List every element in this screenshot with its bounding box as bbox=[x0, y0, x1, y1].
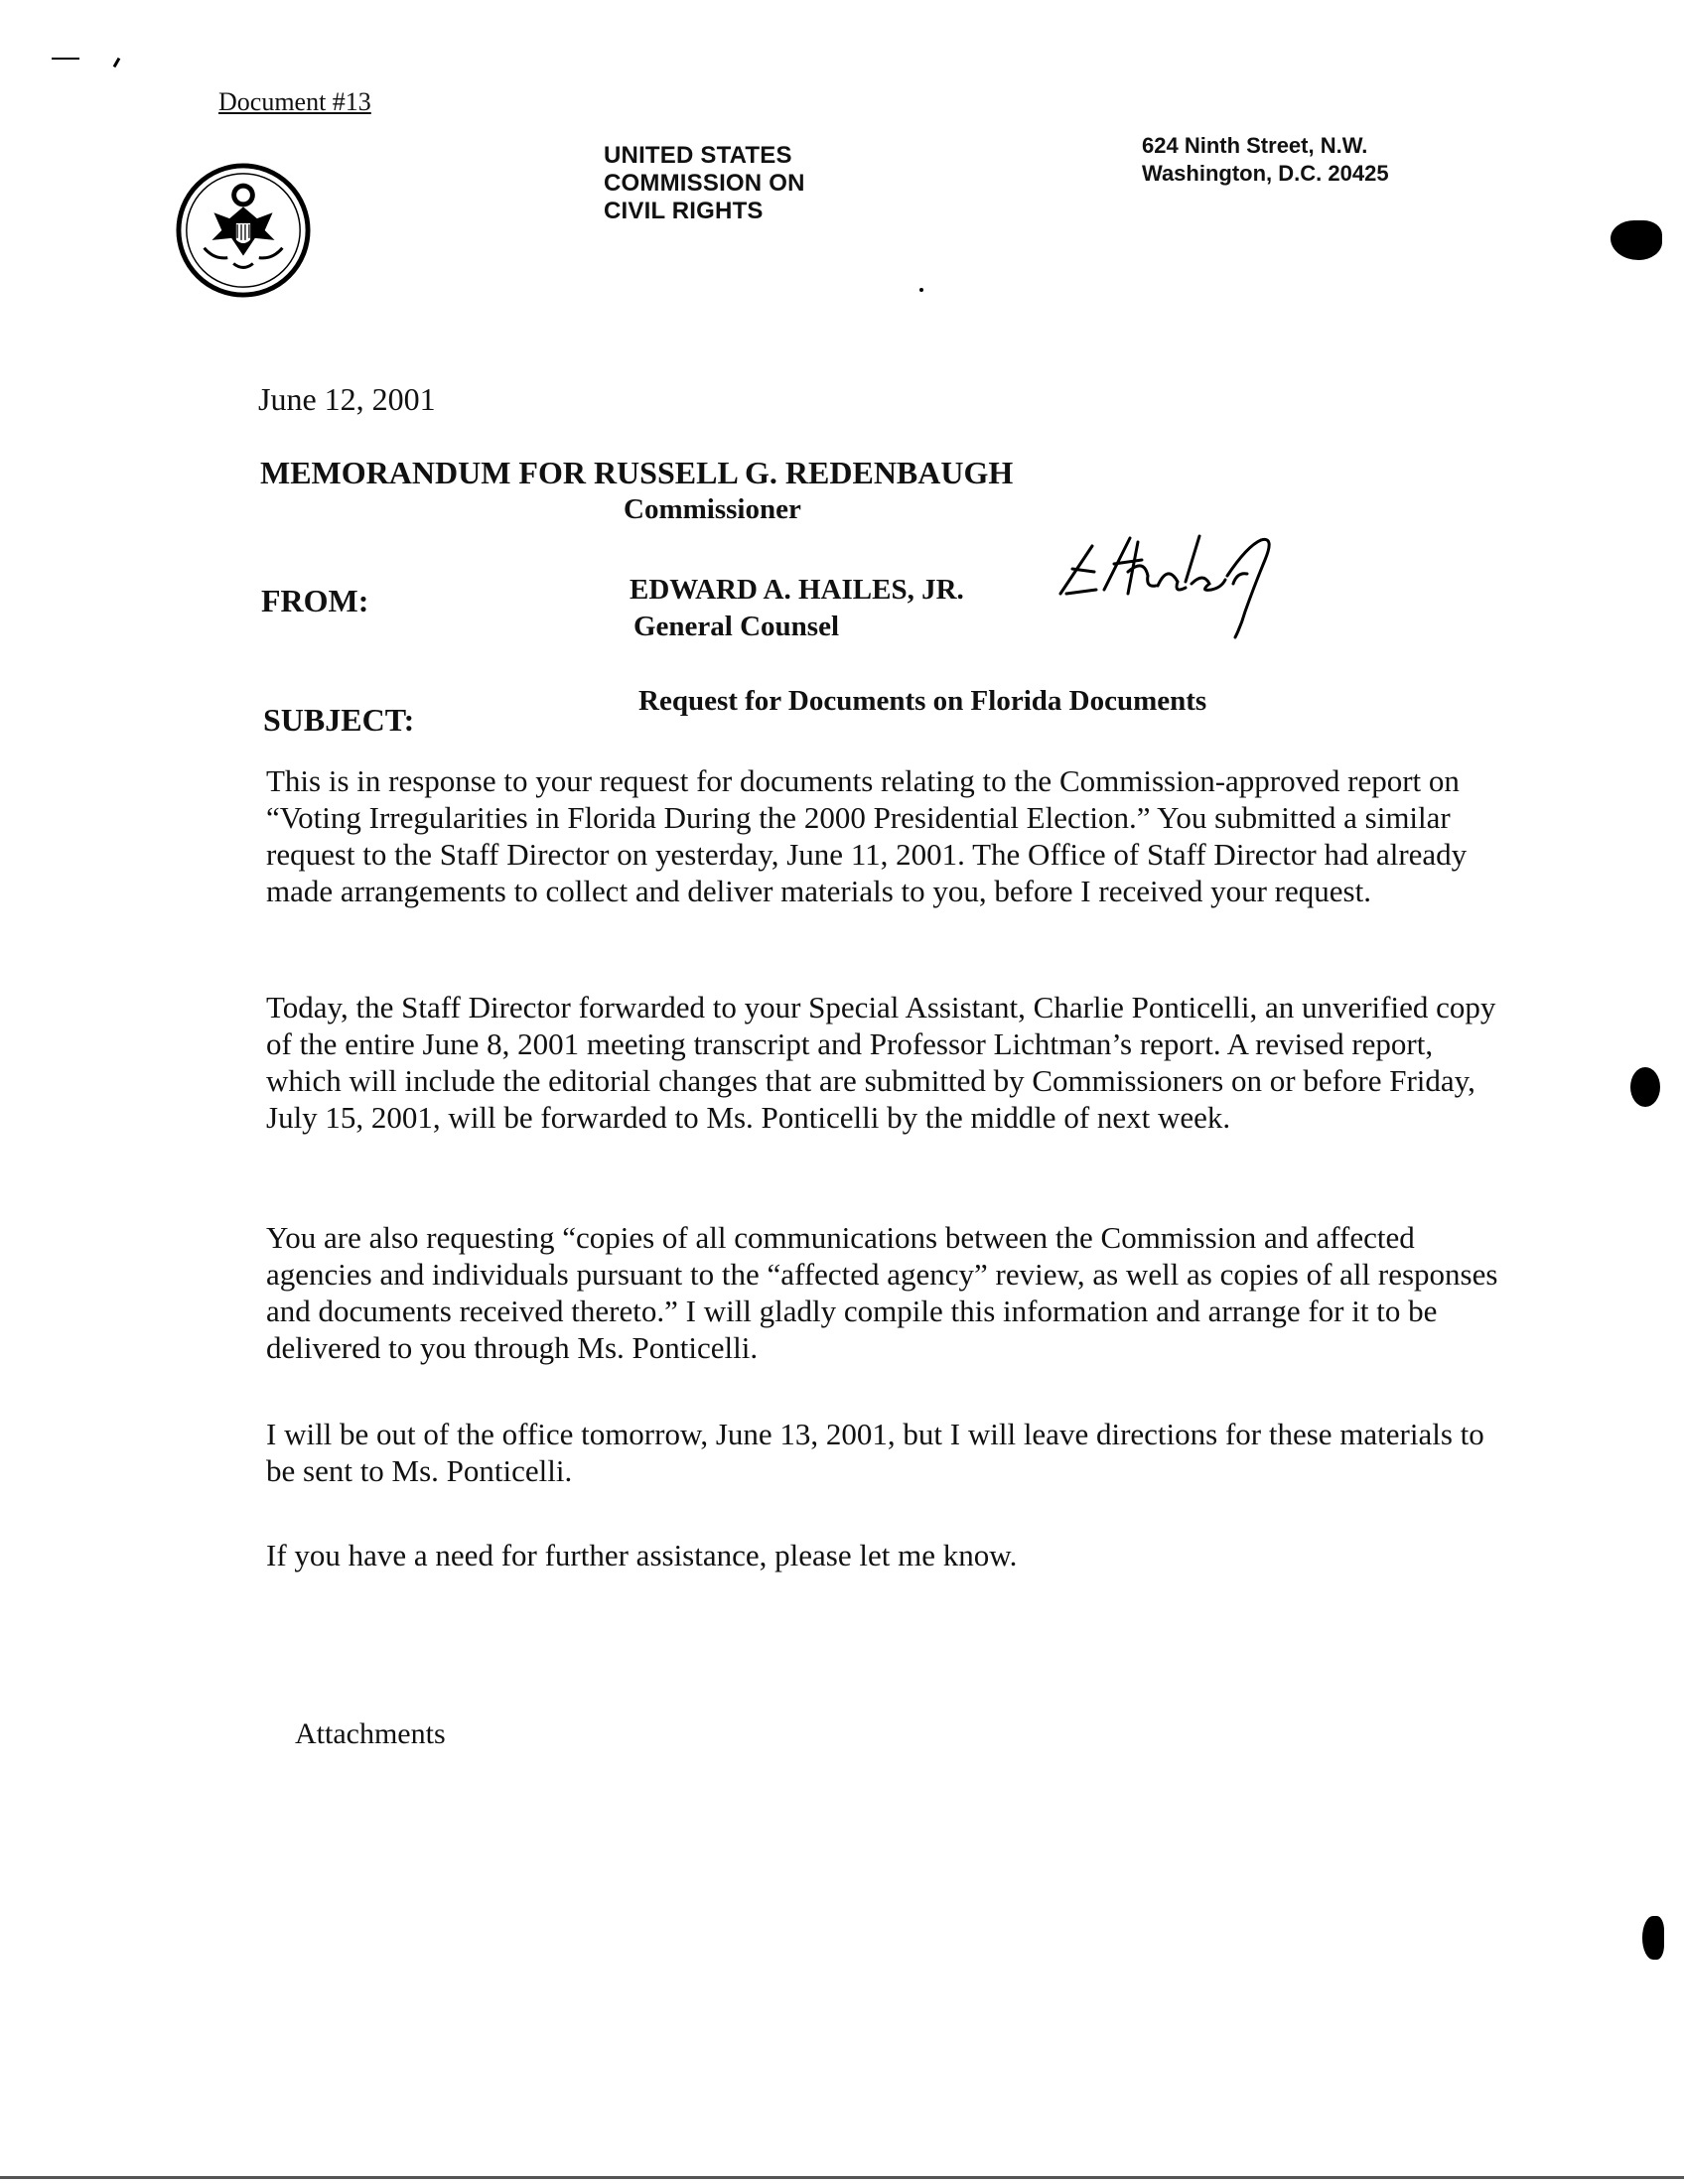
body-paragraph: This is in response to your request for documents relating to the Commission-approved report on “Voting Irregularities in Florida During the 2000 Presidential Election.” You submitted a similar request to the Staff Director on yesterday, June 11, 2001. The Office of Staff Director had already made arrangements to collect and deliver materials to you, before I received your request. bbox=[266, 763, 1468, 908]
punch-hole-mark bbox=[1630, 1067, 1660, 1107]
sender-title: General Counsel bbox=[633, 611, 840, 642]
from-label: FROM: bbox=[261, 583, 369, 618]
subject-label: SUBJECT: bbox=[263, 702, 415, 738]
body-paragraph: I will be out of the office tomorrow, June 13, 2001, but I will leave directions for these materials to be sent to Ms. Ponticelli. bbox=[266, 1417, 1484, 1488]
agency-address bbox=[1142, 132, 1389, 188]
scan-mark bbox=[52, 58, 79, 60]
address-line: Washington, D.C. 20425 bbox=[1142, 161, 1389, 186]
scan-mark bbox=[919, 288, 923, 292]
memo-recipient: MEMORANDUM FOR RUSSELL G. REDENBAUGH bbox=[260, 455, 1014, 490]
seal-icon bbox=[175, 162, 312, 299]
agency-line: CIVIL RIGHTS bbox=[604, 198, 764, 224]
address-line: 624 Ninth Street, N.W. bbox=[1142, 133, 1368, 158]
body-paragraph: You are also requesting “copies of all communications between the Commission and affected agencies and individuals pursuant to the “affected agency” review, as well as copies of all responses and documents received thereto.” I will gladly compile this information and arrange for it to be delivered to you through Ms. Ponticelli. bbox=[266, 1220, 1498, 1365]
memo-date: June 12, 2001 bbox=[258, 381, 436, 417]
attachments-label: Attachments bbox=[295, 1717, 446, 1750]
page-bottom-line bbox=[0, 2176, 1684, 2179]
recipient-title: Commissioner bbox=[624, 493, 801, 525]
agency-name bbox=[604, 142, 805, 225]
agency-line: COMMISSION ON bbox=[604, 170, 805, 197]
subject-text: Request for Documents on Florida Documents bbox=[638, 685, 1207, 717]
sender-name: EDWARD A. HAILES, JR. bbox=[630, 574, 964, 606]
document-number: Document #13 bbox=[218, 87, 371, 116]
body-paragraph: If you have a need for further assistance, please let me know. bbox=[266, 1538, 1018, 1572]
handwritten-signature bbox=[1052, 524, 1291, 643]
scan-mark bbox=[113, 58, 121, 68]
agency-line: UNITED STATES bbox=[604, 142, 792, 169]
punch-hole-mark bbox=[1642, 1916, 1664, 1960]
body-paragraph: Today, the Staff Director forwarded to your Special Assistant, Charlie Ponticelli, an unverified copy of the entire June 8, 2001 meeting transcript and Professor Lichtman’s report. A revised report, which will include the editorial changes that are submitted by Commissioners on or before Friday, July 15, 2001, will be forwarded to Ms. Ponticelli by the middle of next week. bbox=[266, 990, 1496, 1135]
punch-hole-mark bbox=[1611, 220, 1662, 260]
